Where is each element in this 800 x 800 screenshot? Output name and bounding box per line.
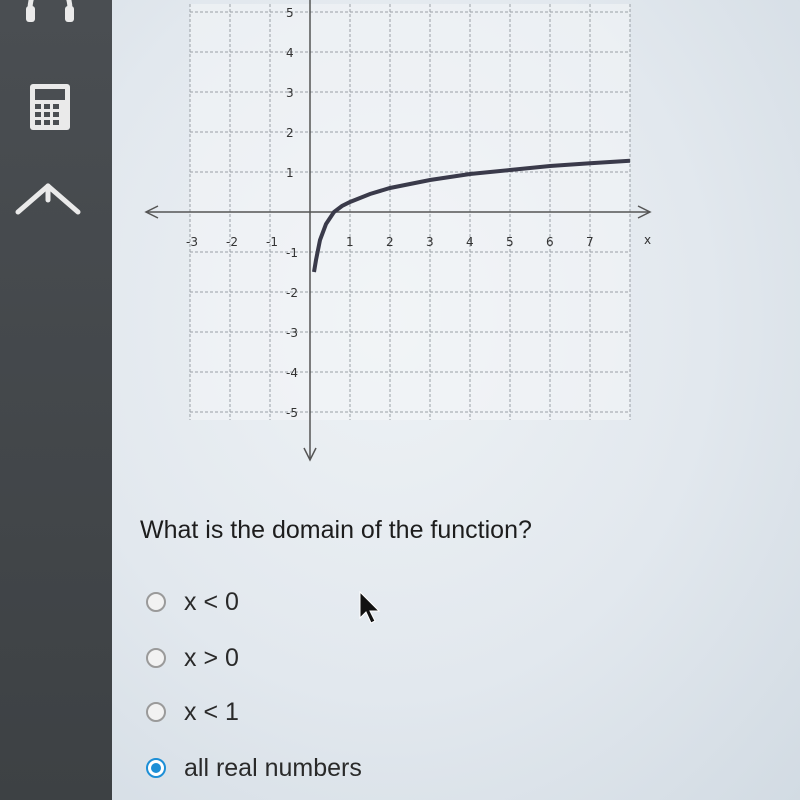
caret-up-icon bbox=[14, 170, 86, 230]
x-tick-label: 3 bbox=[426, 235, 434, 249]
y-tick-label: -3 bbox=[286, 326, 298, 340]
y-tick-label: 4 bbox=[286, 46, 294, 60]
y-tick-label: 3 bbox=[286, 86, 294, 100]
question-panel bbox=[112, 0, 800, 800]
x-tick-label: 5 bbox=[506, 235, 514, 249]
tool-sidebar bbox=[0, 0, 112, 800]
choice-x-less-than-0[interactable] bbox=[146, 584, 239, 620]
x-axis-label: x bbox=[644, 233, 652, 247]
mouse-cursor-icon bbox=[358, 590, 384, 626]
y-tick-label: 5 bbox=[286, 6, 294, 20]
function-graph bbox=[112, 0, 800, 480]
choice-all-real-numbers[interactable] bbox=[146, 750, 362, 786]
x-tick-label: -2 bbox=[226, 235, 238, 249]
y-tick-label: 2 bbox=[286, 126, 294, 140]
x-tick-label: 2 bbox=[386, 235, 394, 249]
x-tick-label: 6 bbox=[546, 235, 554, 249]
question-text: What is the domain of the function? bbox=[140, 516, 532, 544]
headphones-icon bbox=[14, 0, 86, 32]
x-tick-label: 7 bbox=[586, 235, 594, 249]
radio-button[interactable] bbox=[146, 592, 166, 612]
y-tick-label: -1 bbox=[286, 246, 298, 260]
x-tick-label: 1 bbox=[346, 235, 354, 249]
choice-label: all real numbers bbox=[184, 753, 362, 782]
radio-button[interactable] bbox=[146, 702, 166, 722]
choice-label: x > 0 bbox=[184, 643, 239, 672]
x-tick-label: 4 bbox=[466, 235, 474, 249]
choice-x-less-than-1[interactable] bbox=[146, 694, 239, 730]
x-tick-label: -3 bbox=[186, 235, 198, 249]
choice-label: x < 0 bbox=[184, 587, 239, 616]
calculator-icon bbox=[14, 80, 86, 140]
calculator-button[interactable] bbox=[14, 80, 86, 140]
choice-label: x < 1 bbox=[184, 697, 239, 726]
y-tick-label: 1 bbox=[286, 166, 294, 180]
y-tick-label: -4 bbox=[286, 366, 298, 380]
radio-button-selected[interactable] bbox=[146, 758, 166, 778]
choice-x-greater-than-0[interactable] bbox=[146, 640, 239, 676]
headphones-button[interactable] bbox=[14, 0, 86, 32]
collapse-button[interactable] bbox=[14, 170, 86, 230]
y-tick-label: -2 bbox=[286, 286, 298, 300]
radio-button[interactable] bbox=[146, 648, 166, 668]
y-tick-label: -5 bbox=[286, 406, 298, 420]
x-tick-label: -1 bbox=[266, 235, 278, 249]
